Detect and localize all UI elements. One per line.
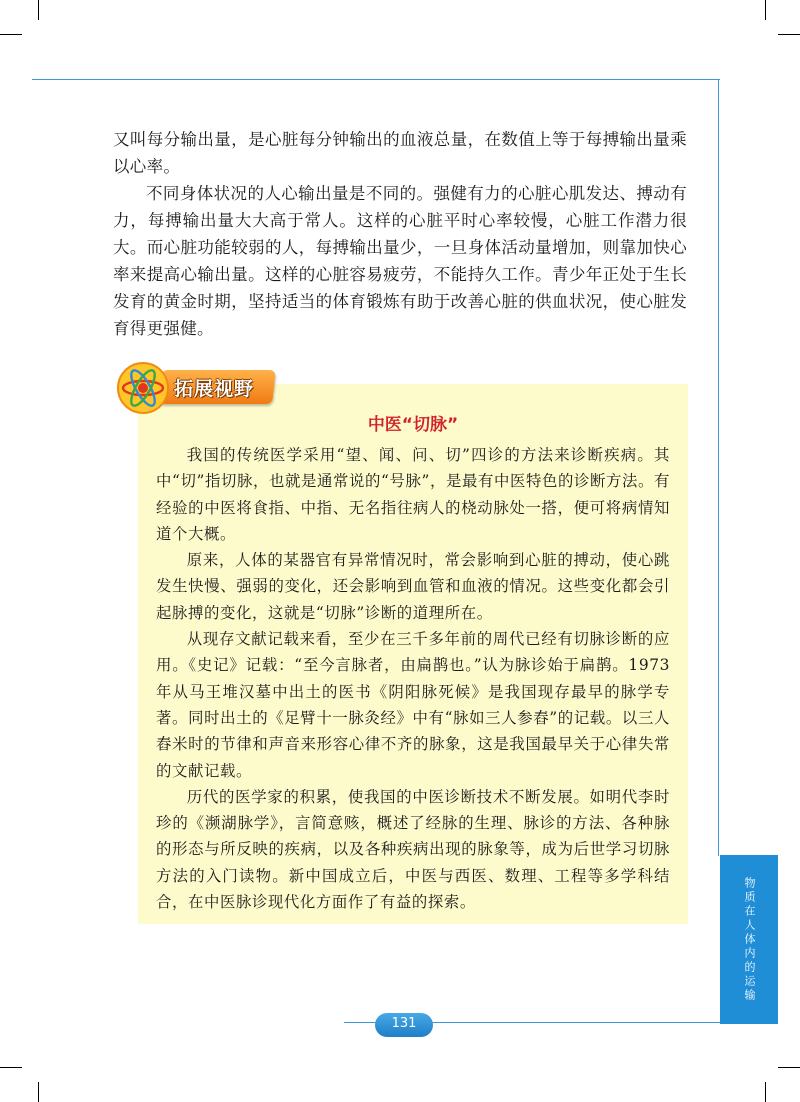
crop-mark <box>778 1067 800 1068</box>
body-paragraph: 不同身体状况的人心输出量是不同的。强健有力的心脏心肌发达、搏动有力，每搏输出量大大高于常人。这样的心脏平时心率较慢，心脏工作潜力很大。而心脏功能较弱的人，每搏输出量少，一旦身体活动量增加，则靠加快心率来提高心输出量。这样的心脏容易疲劳，不能持久工作。青少年正处于生长发育的黄金时期，坚持适当的体育锻炼有助于改善心脏的供血状况，使心脏发育得更强健。 <box>113 184 687 338</box>
chapter-side-tab <box>720 855 778 1024</box>
main-body-text <box>113 126 687 342</box>
crop-mark <box>778 34 800 35</box>
page-number-badge <box>375 1013 433 1037</box>
extension-tag-label: 拓展视野 <box>174 378 255 400</box>
extension-paragraph: 从现存文献记载来看，至少在三千多年前的周代已经有切脉诊断的应用。《史记》记载：“至今言脉者，由扁鹊也。”认为脉诊始于扁鹊。1973年从马王堆汉墓中出土的医书《阴阳脉死候》是我国现存最早的脉学专著。同时出土的《足臂十一脉灸经》中有“脉如三人参舂”的记载。以三人舂米时的节律和声音来形容心律不齐的脉象，这是我国最早关于心律失常的文献记载。 <box>156 630 670 780</box>
page-frame-top-rule <box>32 79 720 80</box>
extension-title: 中医“切脉” <box>367 415 459 435</box>
extension-paragraph: 历代的医学家的积累，使我国的中医诊断技术不断发展。如明代李时珍的《濒湖脉学》，言简意赅，概述了经脉的生理、脉诊的方法、各种脉的形态与所反映的疾病，以及各种疾病出现的脉象等，成为后世学习切脉方法的入门读物。新中国成立后，中医与西医、数理、工程等多学科结合，在中医脉诊现代化方面作了有益的探索。 <box>156 787 670 912</box>
crop-mark <box>0 34 22 35</box>
body-paragraph: 又叫每分输出量，是心脏每分钟输出的血液总量，在数值上等于每搏输出量乘以心率。 <box>113 130 687 176</box>
crop-mark <box>38 0 39 20</box>
crop-mark <box>0 1067 22 1068</box>
crop-mark <box>765 0 766 20</box>
extension-paragraph: 我国的传统医学采用“望、闻、问、切”四诊的方法来诊断疾病。其中“切”指切脉，也就是通常说的“号脉”，是最有中医特色的诊断方法。有经验的中医将食指、中指、无名指往病人的桡动脉处一搭，便可将病情知道个大概。 <box>156 446 670 543</box>
extension-paragraph: 原来，人体的某器官有异常情况时，常会影响到心脏的搏动，使心跳发生快慢、强弱的变化，还会影响到血管和血液的情况。这些变化都会引起脉搏的变化，这就是“切脉”诊断的道理所在。 <box>156 551 670 622</box>
page-number: 131 <box>391 1016 417 1031</box>
crop-mark <box>38 1082 39 1102</box>
extension-box <box>138 384 688 924</box>
crop-mark <box>765 1082 766 1102</box>
extension-text <box>156 442 670 915</box>
page-frame-right-rule <box>718 79 719 856</box>
extension-tag <box>112 360 278 416</box>
atom-icon <box>114 360 172 416</box>
chapter-side-label: 物质在人体内的运输 <box>743 877 756 1003</box>
